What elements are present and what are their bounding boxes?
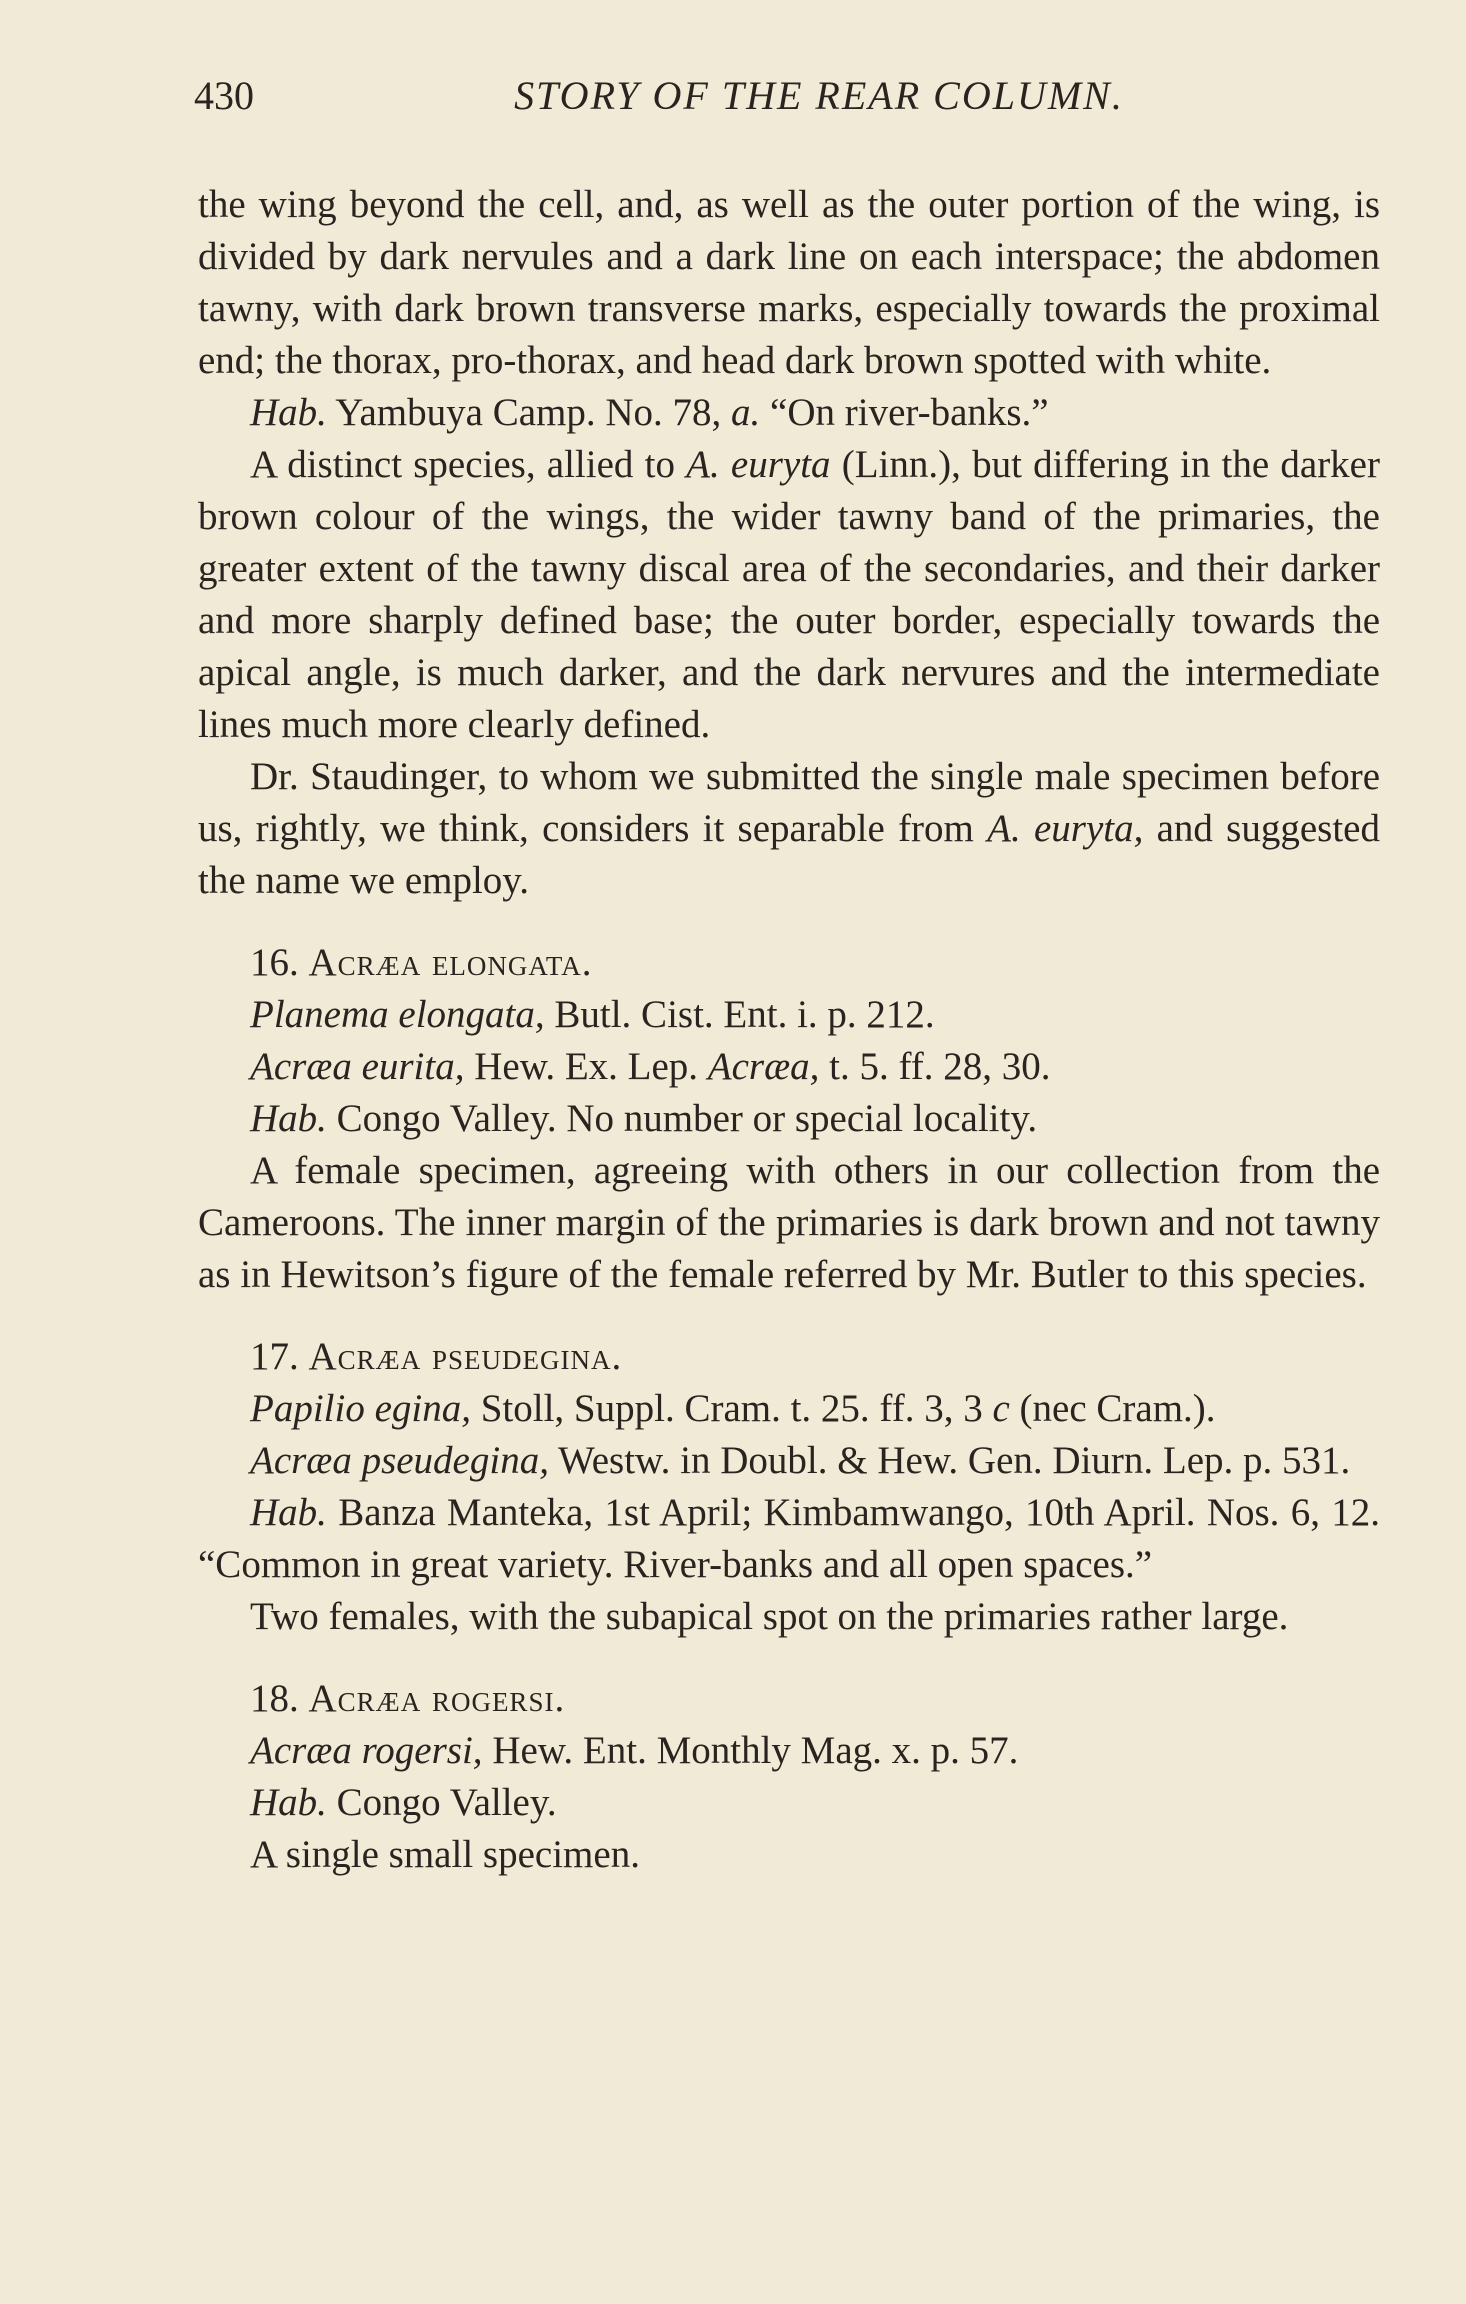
running-title: STORY OF THE REAR COLUMN. [514, 73, 1124, 118]
heading-number: 18. [250, 1677, 309, 1720]
species-heading-18 [198, 1673, 1380, 1725]
habitat-text: Banza Manteka, 1st April; Kimbamwango, 10th April. Nos. 6, 12. “Common in great variety. River-banks and all open spaces.” [198, 1491, 1380, 1586]
species-description: A single small specimen. [250, 1833, 640, 1876]
citation: Hew. Ent. Monthly Mag. x. p. 57. [482, 1729, 1019, 1772]
synonym-line [198, 1435, 1380, 1487]
hab-label: Hab. [250, 1097, 327, 1140]
hab-label: Hab. [250, 1491, 327, 1534]
page-number: 430 [194, 73, 254, 118]
citation: Westw. in Doubl. & Hew. Gen. Diurn. Lep. p. 531. [548, 1439, 1351, 1482]
synonym-name: Papilio egina, [250, 1387, 471, 1430]
description-text: A distinct species, allied to [250, 443, 687, 486]
heading-name: Acræa pseudegina. [308, 1335, 623, 1378]
species-description: Two females, with the subapical spot on the primaries rather large. [250, 1595, 1289, 1638]
figure-letter: c [992, 1387, 1010, 1430]
specimen-letter: a. [731, 391, 761, 434]
synonym-name: Acræa rogersi, [250, 1729, 483, 1772]
species-description [198, 439, 1380, 751]
species-name: A. euryta [686, 443, 831, 486]
habitat-text: Yambuya Camp. No. 78, [326, 391, 732, 434]
heading-number: 17. [250, 1335, 309, 1378]
habitat-line [198, 1777, 1380, 1829]
hab-label: Hab. [250, 391, 327, 434]
species-name: A. euryta, [987, 807, 1144, 850]
synonym-line [198, 989, 1380, 1041]
habitat-text: Congo Valley. No number or special locality. [326, 1097, 1038, 1140]
remark-text: and suggested the name we employ. [198, 807, 1380, 902]
synonym-name: Planema elongata, [250, 993, 545, 1036]
citation: Butl. Cist. Ent. i. p. 212. [544, 993, 935, 1036]
heading-name: Acræa elongata. [308, 941, 593, 984]
synonym-line [198, 1041, 1380, 1093]
body-text [198, 179, 1380, 1881]
habitat-line [198, 1487, 1380, 1591]
species-remark [198, 751, 1380, 907]
citation: Stoll, Suppl. Cram. t. 25. ff. 3, 3 [470, 1387, 993, 1430]
heading-number: 16. [250, 941, 309, 984]
remark-text: Dr. Staudinger, to whom we submitted the single male specimen before us, rightly, we think, considers it separable from [198, 755, 1380, 850]
synonym-name: Acræa eurita, [250, 1045, 465, 1088]
synonym-line [198, 1383, 1380, 1435]
species-description: A female specimen, agreeing with others in our collection from the Cameroons. The inner margin of the primaries is dark brown and not tawny as in Hewitson’s figure of the female referred by Mr. Butler to this species. [198, 1149, 1380, 1296]
hab-label: Hab. [250, 1781, 327, 1824]
synonym-line [198, 1725, 1380, 1777]
heading-name: Acræa rogersi. [308, 1677, 566, 1720]
citation: (nec Cram.). [1009, 1387, 1216, 1430]
species-heading-17 [198, 1331, 1380, 1383]
habitat-quote: “On river-banks.” [760, 391, 1049, 434]
page [194, 72, 1380, 1881]
habitat-text: Congo Valley. [326, 1781, 557, 1824]
habitat-line [198, 387, 1380, 439]
citation: Hew. Ex. Lep. [464, 1045, 708, 1088]
description-text: (Linn.), but differing in the darker brown colour of the wings, the wider tawny band of the primaries, the greater extent of the tawny discal area of the secondaries, and their darker and more sharply defined base; the outer border, especially towards the apical angle, is much darker, and the dark nervures and the intermediate lines much more clearly defined. [198, 443, 1380, 746]
synonym-name: Acræa pseudegina, [250, 1439, 549, 1482]
paragraph-continued: the wing beyond the cell, and, as well as the outer portion of the wing, is divided by dark nervules and a dark line on each interspace; the abdomen tawny, with dark brown transverse marks, especially towards the proximal end; the thorax, pro-thorax, and head dark brown spotted with white. [198, 183, 1380, 382]
citation: t. 5. ff. 28, 30. [819, 1045, 1051, 1088]
species-heading-16 [198, 937, 1380, 989]
habitat-line [198, 1093, 1380, 1145]
running-header [194, 72, 1380, 132]
genus-name: Acræa, [707, 1045, 820, 1088]
